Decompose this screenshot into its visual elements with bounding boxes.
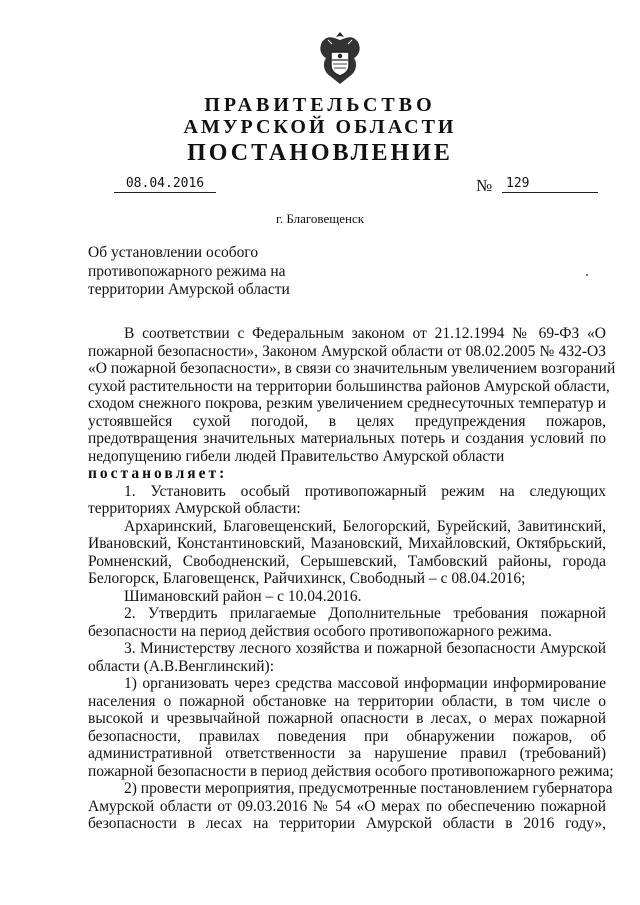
body-line: населения о пожарной обстановке на территории области, в том числе о bbox=[88, 692, 606, 710]
subject-line: Об установлении особого bbox=[88, 244, 259, 261]
document-number: 129 bbox=[502, 176, 598, 193]
body-line: Амурской области от 09.03.2016 № 54 «О мерах по обеспечению пожарной bbox=[88, 797, 606, 815]
body-line: области (А.В.Венглинский): bbox=[88, 657, 275, 675]
government-title: ПРАВИТЕЛЬСТВО bbox=[204, 94, 436, 116]
body-line: высокой и чрезвычайной пожарной опасности в лесах, о мерах пожарной bbox=[88, 710, 606, 727]
body-line: сухой растительности на территории большинства районов Амурской области, bbox=[88, 377, 610, 395]
document-date: 08.04.2016 bbox=[114, 176, 216, 193]
document-type-title: ПОСТАНОВЛЕНИЕ bbox=[187, 140, 453, 166]
body-line: административной ответственности за нарушение правил (требований) bbox=[88, 745, 606, 762]
region-title: АМУРСКОЙ ОБЛАСТИ bbox=[183, 116, 457, 138]
body-line: Ивановский, Константиновский, Мазановский, Михайловский, Октябрьский, bbox=[88, 535, 606, 552]
body-line: безопасности на период действия особого противопожарного режима. bbox=[88, 622, 552, 640]
number-label: № bbox=[476, 176, 493, 195]
body-line: пожарной безопасности в период действия особого противопожарного режима; bbox=[88, 762, 614, 780]
body-line: предотвращения значительных материальных потерь и создания условий по bbox=[88, 430, 606, 447]
coat-of-arms-icon bbox=[314, 28, 366, 88]
body-line: В соответствии с Федеральным законом от 21.12.1994 № 69-ФЗ «О bbox=[124, 325, 606, 342]
body-line: «О пожарной безопасности», в связи со значительным увеличением возгораний bbox=[88, 360, 616, 377]
subject-line: противопожарного режима на bbox=[88, 262, 286, 280]
body-line: недопущению гибели людей Правительство Амурской области bbox=[88, 447, 505, 465]
body-line: Белогорск, Благовещенск, Райчихинск, Свободный – с 08.04.2016; bbox=[88, 570, 526, 587]
body-line: безопасности в лесах на территории Амурской области в 2016 году», bbox=[88, 815, 606, 832]
body-line: безопасности, правилах поведения при обнаружении пожаров, об bbox=[88, 727, 606, 745]
body-line: 3. Министерству лесного хозяйства и пожарной безопасности Амурской bbox=[124, 640, 606, 657]
body-line: 2. Утвердить прилагаемые Дополнительные требования пожарной bbox=[124, 605, 606, 622]
scan-speck bbox=[586, 274, 588, 276]
body-line: территориях Амурской области: bbox=[88, 500, 301, 517]
body-line: 2) провести мероприятия, предусмотренные постановлением губернатора bbox=[124, 780, 613, 797]
body-line: сходом снежного покрова, резким увеличением среднесуточных температур и bbox=[88, 395, 606, 412]
body-line: Архаринский, Благовещенский, Белогорский, Бурейский, Завитинский, bbox=[124, 517, 606, 535]
city-label: г. Благовещенск bbox=[275, 211, 365, 226]
document-body bbox=[88, 325, 616, 833]
body-line: пожарной безопасности», Законом Амурской области от 08.02.2005 № 432-ОЗ bbox=[88, 342, 606, 360]
document-subject bbox=[88, 244, 308, 300]
body-line: устоявшейся сухой погодой, в целях предупреждения пожаров, bbox=[88, 412, 606, 430]
resolution-keyword: постановляет: bbox=[88, 465, 228, 482]
body-line: Ромненский, Свободненский, Серышевский, Тамбовский районы, города bbox=[88, 552, 606, 570]
body-line: 1) организовать через средства массовой информации информирование bbox=[124, 675, 606, 692]
body-line: 1. Установить особый противопожарный режим на следующих bbox=[124, 482, 606, 500]
subject-line: территории Амурской области bbox=[88, 281, 290, 298]
body-line: Шимановский район – с 10.04.2016. bbox=[124, 587, 362, 605]
